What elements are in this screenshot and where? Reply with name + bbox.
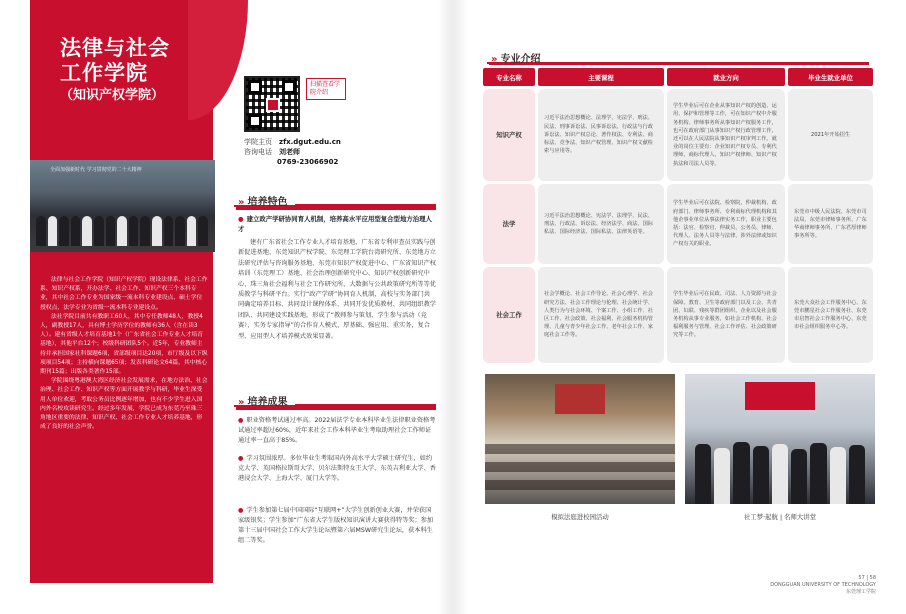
homepage-label: 学院主页 (244, 138, 272, 146)
intro-paragraph: 法律与社会工作学院（知识产权学院）现设法律系、社会工作系、知识产权系，开办法学、社会工作、知识产权三个本科专业，其中社会工作专业为国家级一流本科专业建设点、硕士学位授权点，法学专业为省级一流本科专业建设点。 (40, 277, 208, 311)
school-name-en: DONGGUAN UNIVERSITY OF TECHNOLOGY (770, 582, 876, 588)
major-courses: 习近平法治思想概论、宪法学、法理学、民法、刑法、行政法、诉讼法、经济法学、商法、国际私法、国际经济法、国际私法、法律英语等。 (538, 184, 664, 264)
features-text: 建有广东省社会工作专业人才培育基地、广东省专利审查员实践与创新促进基地、东莞知识产权学院、东莞理工学院台湾研究所、东莞地方立法研究评估与咨询服务基地、东莞市知识产权促进中心、广东省知识产权培训（东莞理工）基地、社会治理创新研究中心、知识产权创新研究中心、珠三角社会福利与社会工作研究所、大数据与公共政策研究所等等优质教学与科研平台。实行“政产学研”协同育人机制，高校与实务部门共同确定培养目标、共同设计课程体系、共同开发优质教材、共同组织教学团队、共同建设实践基地，形成了“教师参与策划，学生参与活动（竞赛），实务专家指导”的合作育人模式，厚基础、强应用、重实务，复合型、应用型人才培养模式效果显著。 (238, 239, 436, 340)
major-name: 社会工作 (483, 267, 535, 363)
major-direction: 学生毕业后可在民政、司法、人力资源与社会保障、教育、卫生等政府部门以及工会、共青团、妇联、残疾等群团组织、企业以及社会服务机构从事专业服务，如社会工作机构、社会福利服务与管理、社会工作评估、社会政策研究等工作。 (667, 267, 785, 363)
major-courses: 社会学概论、社会工作导论、社会心理学、社会研究方法、社会工作理论与伦理、社会统计学、人类行为与社会环境、个案工作、小组工作、社区工作、社会政策、社会福利、社会服务机构管理、儿童与青少年社会工作、老年社会工作、家庭社会工作等。 (538, 267, 664, 363)
chevron-icon: » (238, 397, 245, 408)
title-line-1: 法律与社会 (60, 36, 170, 60)
header-major: 专业名称 (483, 68, 535, 86)
lecture-screen (745, 382, 815, 410)
college-title (60, 36, 210, 86)
results-heading-text: 培养成果 (247, 397, 288, 408)
major-employers: 东莞大众社会工作服务中心、东莞市鹏星社会工作服务社、东莞市启智社会工作服务中心、东莞市社会组织服务中心等。 (788, 267, 873, 363)
majors-table (483, 68, 873, 366)
intro-paragraph: 学院围绕粤港澳大湾区经济社会发展需求，在地方法治、社会治理、社会工作、知识产权等方面开展教学与科研，毕业生深受用人单位欢迎，考取公务员比例逐年增加，也有不少学生进入国内外名校攻读研究生。经过多年发展，学院已成为东莞乃至珠三角地区重要的法律、知识产权、社会工作专业人才培养基地，形成了良好的社会声誉。 (40, 378, 208, 431)
header-courses: 主要课程 (538, 68, 664, 86)
contact-person: 刘老师 (279, 148, 300, 156)
major-direction: 学生毕业后可在法院、检察院、仲裁机构、政府部门、律师事务所、专利商标代理机构和其他企事业单位从事法律实务工作，职业主要包括：法官、检察官、仲裁员、公务员、律师、代理人、法务人员等与法律、涉外法律或知识产权有关的职业。 (667, 184, 785, 264)
bullet-dot-icon: ● (238, 507, 244, 514)
table-row (483, 267, 873, 363)
major-courses: 习近平法治思想概论、法理学、宪法学、刑法、民法、刑事诉讼法、民事诉讼法、行政法与行政诉讼法、知识产权总论、著作权法、专利法、商标法、竞争法、知识产权管理、知识产权文献检索与应用等。 (538, 89, 664, 181)
qr-logo-icon (266, 98, 280, 112)
homepage-link[interactable]: zfx.dgut.edu.cn (279, 138, 341, 146)
intro-paragraph: 法社学院目前共有教职工60人，其中专任教师48人，教授4人，副教授17人，具有博士学历学位的教师有36人（含在读3人）。建有省级人才培育基地1个（广东省社会工作专业人才培育基地），其他平台12个；校级科研团队5个。近5年，专业教师主持并承担国家社科课题6项，省部级项目达20项，市厅级及以下纵项项目54项；主持横向课题65项；发表科研论文64篇，其中核心期刊15篇；出版各类著作15部。 (40, 313, 208, 376)
chevron-icon: » (491, 54, 498, 65)
page-gutter (438, 0, 468, 614)
group-photo (30, 160, 215, 252)
result-item: ● 学生参加第七届中国国际“互联网+”大学生创新创业大赛，并荣获国家级银奖；学生参加“广东省大学生版权知识演讲大赛获得特等奖；参加第十三届中国社会工作大学生论坛暨第六届MSW研究生论坛，获本科生组二等奖。 (238, 507, 434, 544)
school-name-cn: 东莞理工学院 (845, 589, 876, 595)
photo-caption: 社工梦·起航 | 名师大讲堂 (743, 513, 817, 521)
photo-caption: 模拟法庭进校园活动 (551, 513, 609, 521)
majors-heading: » 专业介绍 (487, 50, 548, 64)
major-employers: 东莞市中级人民法院、东莞市司法局、东莞市律师事务所、广东华商律师事务所、广东君厚律师事务所等。 (788, 184, 873, 264)
college-subtitle: （知识产权学院） (60, 88, 165, 103)
lecture-photo (685, 374, 875, 504)
header-employers: 毕业生就业单位 (788, 68, 873, 86)
right-page (453, 0, 906, 614)
features-bullet: ● 建立政产学研协同育人机制，培养高水平应用型复合型地方治理人才 (238, 215, 432, 233)
table-header (483, 68, 873, 86)
college-intro (40, 276, 208, 432)
header-direction: 就业方向 (667, 68, 785, 86)
chevron-icon: » (238, 197, 245, 208)
page-footer (770, 575, 876, 596)
bullet-dot-icon: ● (238, 455, 244, 462)
page-numbers: 57 | 58 (858, 575, 876, 581)
top-strip (0, 0, 30, 48)
features-heading-text: 培养特色 (247, 197, 288, 208)
major-employers: 2021年开始招生 (788, 89, 873, 181)
result-item: ● 学习氛围浓厚。多位毕业生考取国内外高水平大学硕士研究生，如约克大学、英国格拉斯哥大学、贝尔法斯特女王大学、东英吉利亚大学、香港浸会大学、上海大学、厦门大学等。 (238, 455, 436, 482)
results-heading (234, 393, 295, 407)
court-bench (555, 384, 605, 414)
major-name: 知识产权 (483, 89, 535, 181)
table-row (483, 184, 873, 264)
result-item: ● 职业资格考试通过率高。2022届法学专业本科毕业生法律职业资格考试通过率超过60%，近年来社会工作本科毕业生考取助理社会工作师证通过率一直高于85%。 (238, 417, 436, 444)
major-name: 法学 (483, 184, 535, 264)
major-direction: 学生毕业后可在企业从事知识产权的创造、运用、保护和管理等工作，可在知识产权中介服务机构、律师事务所从事知识产权服务工作，也可在政府部门从事知识产权行政管理工作，还可以在人民法院从事知识产权审判工作。就业的岗位主要有：企业知识产权专员、专利代理师、商标代理人、知识产权律师、知识产权执法和司法人员等。 (667, 89, 785, 181)
bullet-dot-icon: ● (238, 417, 244, 424)
qr-label: 扫描查看学院介绍 (306, 78, 346, 100)
bullet-dot-icon: ● (238, 215, 244, 223)
title-line-2: 工作学院 (60, 61, 148, 85)
table-row (483, 89, 873, 181)
phone-label: 咨询电话 (244, 148, 272, 156)
photo-banner: 全面加强新时代 学习贯彻党的二十大精神 (50, 167, 142, 173)
people-row (36, 216, 208, 246)
phone-number: 0769-23066902 (277, 158, 339, 166)
contact-info (244, 137, 341, 167)
features-heading (234, 193, 295, 207)
moot-court-photo (485, 374, 675, 504)
qr-code[interactable] (244, 76, 300, 132)
